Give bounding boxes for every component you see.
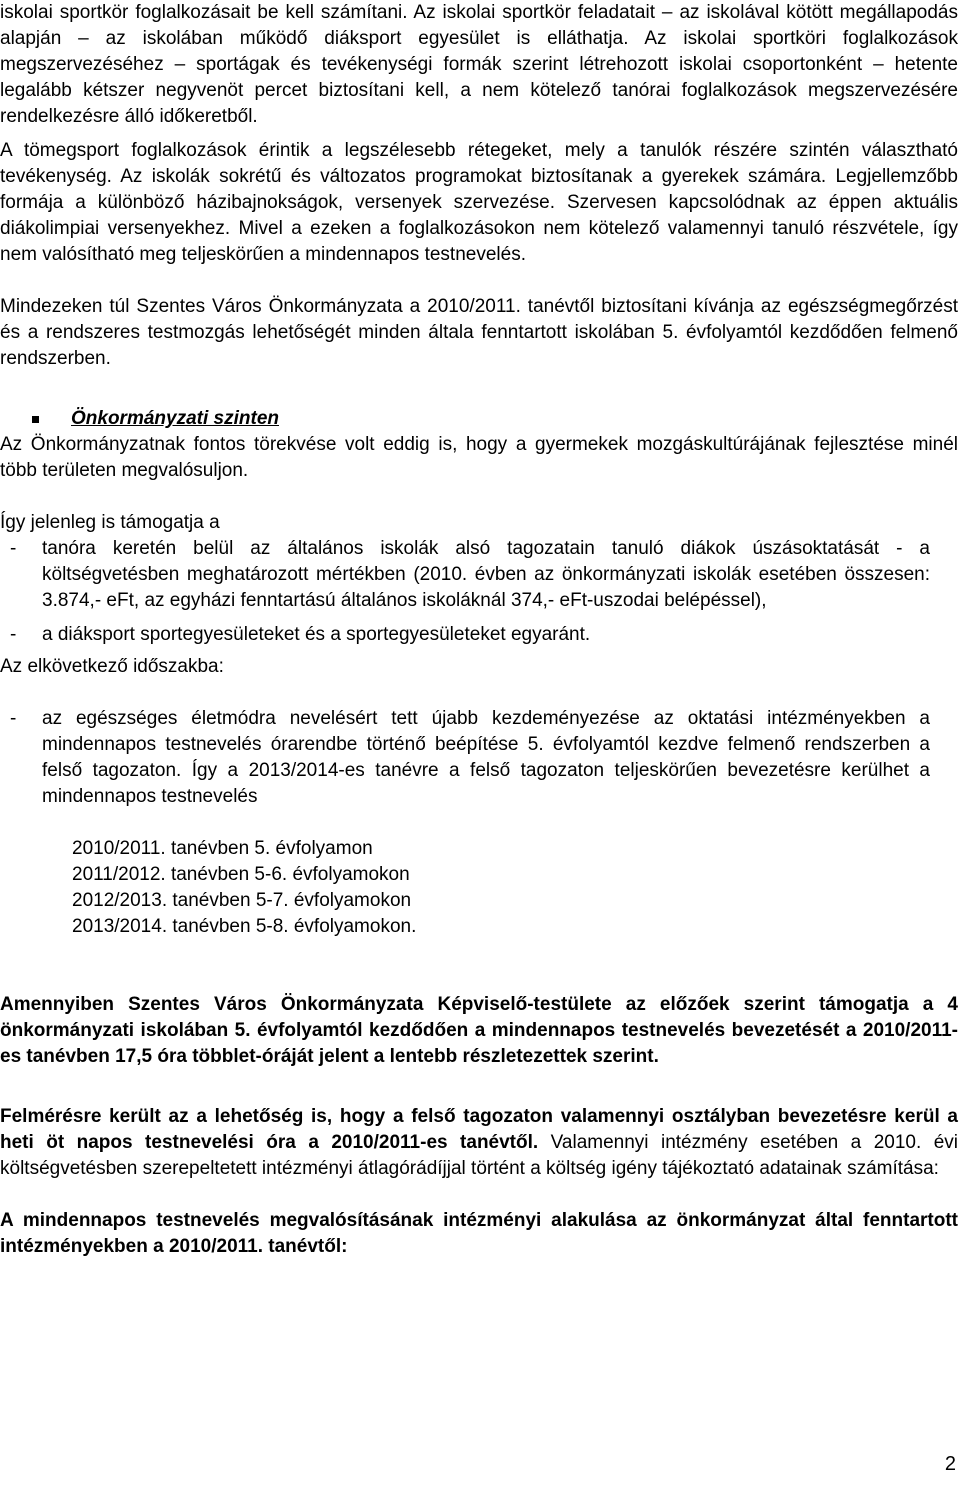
year-item: 2012/2013. tanévben 5-7. évfolyamokon — [72, 890, 412, 911]
support-item-diaksport: a diáksport sportegyesületeket és a sportegyesületeket egyaránt. — [42, 624, 591, 645]
square-bullet-icon — [32, 416, 39, 423]
paragraph-sportkor: iskolai sportkör foglalkozásait be kell számítani. Az iskolai sportkör feladatait – az iskolával kötött megállapodás alapján – az iskolában működő diáksport egyesület is elláthatja. Az iskolai sportköri foglalkozások megszervezéséhez – sportágak és tevékenységi formák szerint létrehozott iskolai csoportonként – hetente legalább kétszer negyvenöt percet biztosítani kell, a nem kötelező tanórai foglalkozások megszervezésére rendelkezésre álló időkeretből. — [0, 2, 958, 127]
list-item — [0, 622, 958, 648]
future-item: az egészséges életmódra nevelésért tett újabb kezdeményezése az oktatási intézményekben a mindennapos testnevelés órarendbe történő beépítése 5. évfolyamtól kezdve felmenő rendszerben a felső tagozaton. Így a 2013/2014-es tanévre a felső tagozaton teljeskörűen bevezetésre kerülhet a mindennapos testnevelés — [42, 708, 930, 807]
future-lead: Az elkövetkező időszakba: — [0, 656, 224, 677]
page-number: 2 — [944, 1453, 956, 1475]
list-item — [0, 536, 958, 614]
section-heading-row — [0, 406, 958, 432]
paragraph-mindezeken: Mindezeken túl Szentes Város Önkormányzata a 2010/2011. tanévtől biztosítani kívánja az egészségmegőrzést és a rendszeres testmozgás lehetőségét minden általa fenntartott iskolában 5. évfolyamtól kezdődően felmenő rendszerben. — [0, 296, 958, 369]
felmeres-normal-part: Valamennyi intézmény esetében a 2010. évi költségvetésben szerepeltetett intézményi átlagórádíjjal történt a költség igény tájékoztató adatainak számítása: — [0, 1132, 959, 1179]
section-intro: Az Önkormányzatnak fontos törekvése volt eddig is, hogy a gyermekek mozgáskultúrájának fejlesztése minél több területen megvalósuljon. — [0, 434, 958, 481]
felmeres-bold-part: Felmérésre került az a lehetőség is, hogy a felső tagozaton valamennyi osztályban bevezetésre kerül a heti öt napos testnevelési óra a 2010/2011-es tanévtől. — [0, 1106, 958, 1153]
dash-bullet: - — [10, 708, 17, 729]
year-item: 2011/2012. tanévben 5-6. évfolyamokon — [72, 864, 410, 885]
bold-paragraph-intezmenyi: A mindennapos testnevelés megvalósításának intézményi alakulása az önkormányzat által fenntartott intézményekben a 2010/2011. tanévtől: — [0, 1210, 958, 1257]
support-item-uszas: tanóra keretén belül az általános iskolák alsó tagozatain tanuló diákok úszásoktatását - a költségvetésben meghatározott mértékben (2010. évben az önkormányzati iskolák esetében összesen: 3.874,- eFt, az egyházi fenntartású általános iskoláknál 374,- eFt-uszodai belépéssel), — [42, 538, 930, 611]
dash-bullet: - — [10, 538, 17, 559]
year-item: 2010/2011. tanévben 5. évfolyamon — [72, 838, 373, 859]
dash-bullet: - — [10, 624, 17, 645]
paragraph-felmeres — [0, 1104, 958, 1182]
paragraph-tomegsport: A tömegsport foglalkozások érintik a legszélesebb rétegeket, mely a tanulók részére szintén választható tevékenység. Az iskolák sokrétű és változatos programokat biztosítanak a gyerekek számára. Legjellemzőbb formája a különböző házibajnokságok, versenyek szervezése. Szervesen kapcsolódnak az éppen aktuális diákolimpiai versenyekhez. Mivel a ezeken a foglalkozásokon nem kötelező valamennyi tanuló részvétele, így nem valósítható meg teljeskörűen a mindennapos testnevelés. — [0, 140, 958, 265]
list-item — [0, 706, 958, 810]
support-lead: Így jelenleg is támogatja a — [0, 512, 220, 533]
section-heading: Önkormányzati szinten — [71, 408, 279, 429]
year-list — [0, 836, 958, 940]
bold-paragraph-amennyiben: Amennyiben Szentes Város Önkormányzata Képviselő-testülete az előzőek szerint támogatja a 4 önkormányzati iskolában 5. évfolyamtól kezdődően a mindennapos testnevelés bevezetését a 2010/2011-es tanévben 17,5 óra többlet-óráját jelent a lentebb részletezettek szerint. — [0, 994, 958, 1067]
year-item: 2013/2014. tanévben 5-8. évfolyamokon. — [72, 916, 417, 937]
